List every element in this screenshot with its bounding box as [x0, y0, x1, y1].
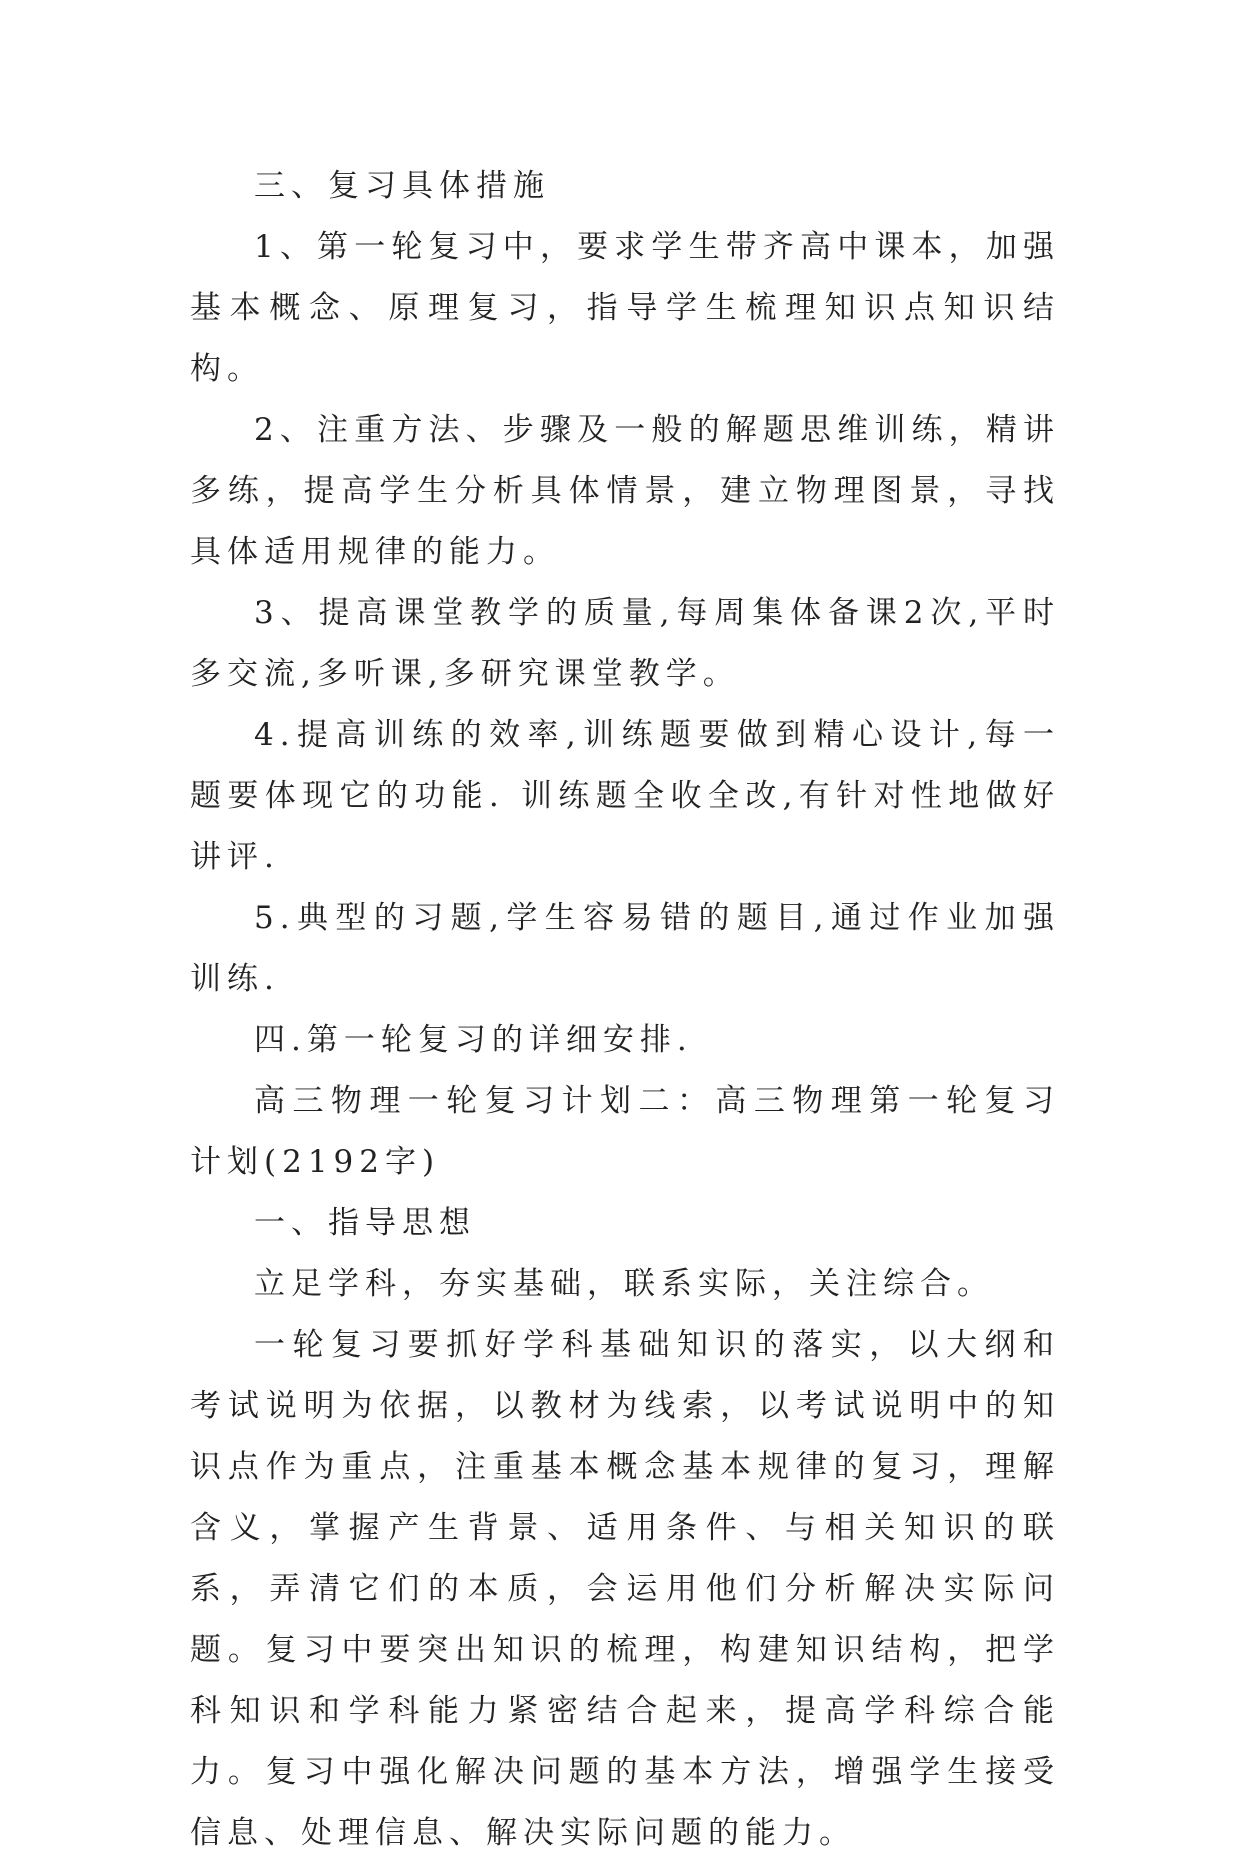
paragraph-measure-3: 3、提高课堂教学的质量,每周集体备课2次,平时多交流,多听课,多研究课堂教学。 [190, 595, 1060, 692]
document-subtitle: 高三物理一轮复习计划二：高三物理第一轮复习计划(2192字) [190, 1083, 1060, 1180]
document-body [190, 156, 1060, 1864]
section-heading-schedule: 四.第一轮复习的详细安排. [254, 1022, 693, 1058]
paragraph-measure-1: 1、第一轮复习中，要求学生带齐高中课本，加强基本概念、原理复习，指导学生梳理知识点知识结构。 [190, 229, 1060, 387]
paragraph-measure-5: 5.典型的习题,学生容易错的题目,通过作业加强训练. [190, 900, 1060, 997]
paragraph-measure-4: 4.提高训练的效率,训练题要做到精心设计,每一题要体现它的功能. 训练题全收全改,有针对性地做好讲评. [190, 717, 1060, 875]
section-heading-measures: 三、复习具体措施 [254, 168, 550, 204]
section-heading-guiding-ideas: 一、指导思想 [254, 1205, 476, 1241]
paragraph-principle: 立足学科，夯实基础，联系实际，关注综合。 [254, 1266, 994, 1302]
paragraph-review-approach: 一轮复习要抓好学科基础知识的落实，以大纲和考试说明为依据，以教材为线索，以考试说明中的知识点作为重点，注重基本概念基本规律的复习，理解含义，掌握产生背景、适用条件、与相关知识的联系，弄清它们的本质，会运用他们分析解决实际问题。复习中要突出知识的梳理，构建知识结构，把学科知识和学科能力紧密结合起来，提高学科综合能力。复习中强化解决问题的基本方法，增强学生接受信息、处理信息、解决实际问题的能力。 [190, 1327, 1060, 1851]
paragraph-measure-2: 2、注重方法、步骤及一般的解题思维训练，精讲多练，提高学生分析具体情景，建立物理图景，寻找具体适用规律的能力。 [190, 412, 1060, 570]
